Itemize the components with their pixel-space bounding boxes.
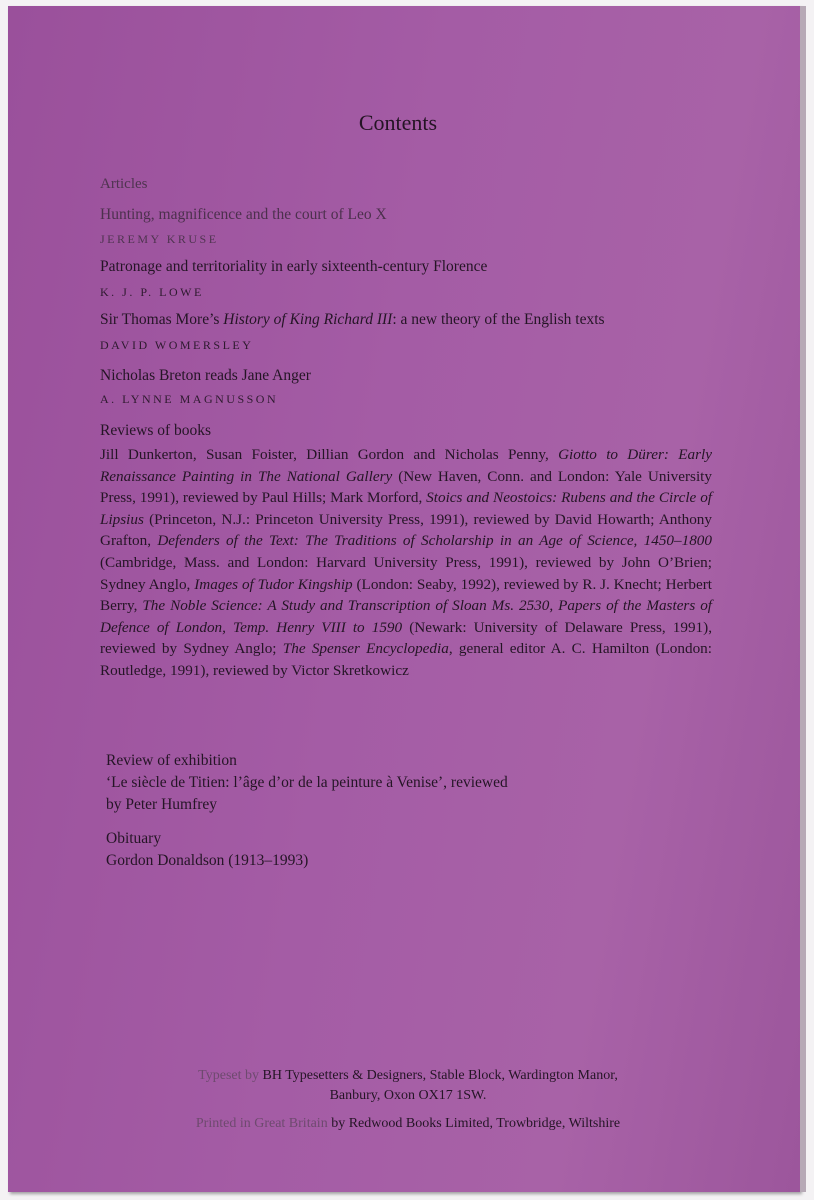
article-title-italic: History of King Richard III — [223, 311, 393, 328]
article-title: Nicholas Breton reads Jane Anger — [100, 367, 311, 384]
article-author: DAVID WOMERSLEY — [100, 338, 254, 352]
reviews-heading: Reviews of books — [100, 422, 212, 439]
typeset-label: Typeset by — [198, 1068, 259, 1083]
typeset-text: BH Typesetters & Designers, Stable Block, Wardington Manor, — [259, 1068, 618, 1083]
typeset-credit — [8, 1066, 808, 1106]
exhibition-section — [106, 750, 508, 816]
exhibition-line: ‘Le siècle de Titien: l’âge d’or de la peinture à Venise’, reviewed — [106, 774, 508, 791]
exhibition-heading: Review of exhibition — [106, 752, 237, 769]
articles-label: Articles — [100, 176, 148, 192]
printed-label: Printed in Great Britain — [195, 1116, 328, 1131]
obituary-section — [106, 828, 308, 872]
printed-text: by Redwood Books Limited, Trowbridge, Wiltshire — [327, 1116, 621, 1131]
obituary-heading: Obituary — [106, 830, 162, 847]
page-edge — [800, 6, 806, 1192]
article-title: Hunting, magnificence and the court of Leo X — [100, 206, 387, 223]
article-title-post: : a new theory of the English texts — [392, 311, 605, 328]
article-title — [100, 311, 605, 329]
printed-credit — [8, 1114, 808, 1134]
obituary-line: Gordon Donaldson (1913–1993) — [106, 852, 309, 869]
article-author: A. LYNNE MAGNUSSON — [100, 392, 279, 406]
page-title: Contents — [358, 110, 438, 135]
back-cover — [8, 6, 800, 1192]
article-title-pre: Sir Thomas More’s — [100, 311, 224, 328]
exhibition-line: by Peter Humfrey — [106, 796, 218, 813]
article-title: Patronage and territoriality in early sixteenth-century Florence — [100, 258, 488, 275]
article-author: K. J. P. LOWE — [100, 285, 204, 299]
reviews-body: Jill Dunkerton, Susan Foister, Dillian Gordon and Nicholas Penny, Giotto to Dürer: Early Renaissance Painting in The National Gallery (New Haven, Conn. and London: Yale University Press, 1991), reviewed by Paul Hills; Mark Morford, Stoics and Neostoics: Rubens and the Circle of Lipsius (Princeton, N.J.: Princeton University Press, 1991), reviewed by David Howarth; Anthony Grafton, Defenders of the Text: The Traditions of Scholarship in an Age of Science, 1450–1800 (Cambridge, Mass. and London: Harvard University Press, 1991), reviewed by John O’Brien; Sydney Anglo, Images of Tudor Kingship (London: Seaby, 1992), reviewed by R. J. Knecht; Herbert Berry, The Noble Science: A Study and Transcription of Sloan Ms. 2530, Papers of the Masters of Defence of London, Temp. Henry VIII to 1590 (Newark: University of Delaware Press, 1991), reviewed by Sydney Anglo; The Spenser Encyclopedia, general editor A. C. Hamilton (London: Routledge, 1991), reviewed by Victor Skretkowicz — [100, 446, 713, 679]
article-author: JEREMY KRUSE — [100, 232, 219, 246]
typeset-address: Banbury, Oxon OX17 1SW. — [329, 1088, 487, 1103]
